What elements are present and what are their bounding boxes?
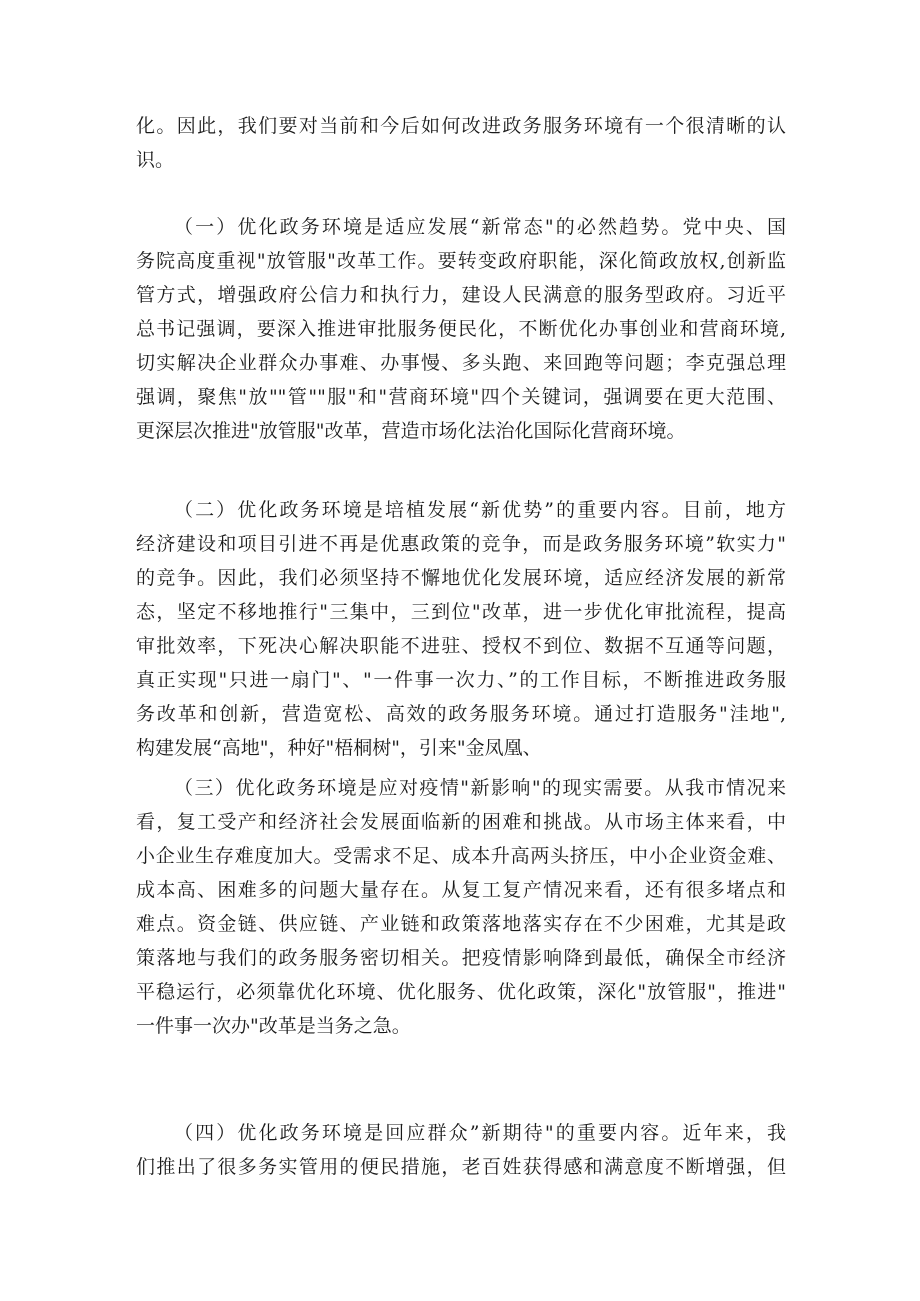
text-line: 构建发展“高地"，种好"梧桐树"，引来"金凤凰、 [136,737,542,759]
text-line: 管方式，增强政府公信力和执行力，建设人民满意的服务型政府。习近平 [136,284,786,306]
text-line: 们推出了很多务实管用的便民措施，老百姓获得感和满意度不断增强，但 [136,1156,786,1178]
text-line: 一件事一次办"改革是当务之急。 [136,1015,411,1037]
text-line: 成本高、困难多的问题大量存在。从复工复产情况来看，还有很多堵点和 [136,879,786,901]
text-line: 态，坚定不移地推行"三集中，三到位"改革，进一步优化审批流程，提高 [136,601,786,623]
text-line: 切实解决企业群众办事难、办事慢、多头跑、来回跑等问题；李克强总理 [136,352,786,374]
paragraph-section-3 [136,771,786,1043]
text-line: 务改革和创新，营造宽松、高效的政务服务环境。通过打造服务"洼地", [136,703,786,725]
paragraph-section-2 [136,493,786,765]
paragraph-intro [136,109,786,177]
text-line: 经济建设和项目引进不再是优惠政策的竞争，而是政务服务环境”软实力" [136,533,786,555]
paragraph-section-1 [136,210,786,448]
text-line: 审批效率，下死决心解决职能不进驻、授权不到位、数据不互通等问题， [136,635,786,657]
text-line: 总书记强调，要深入推进审批服务便民化，不断优化办事创业和营商环境, [136,318,786,340]
text-line: 真正实现"只进一扇门"、"一件事一次力、”的工作目标，不断推进政务服 [136,669,786,691]
text-line: 务院高度重视"放管服"改革工作。要转变政府职能，深化简政放权,创新监 [136,250,786,272]
text-line: 策落地与我们的政务服务密切相关。把疫情影响降到最低，确保全市经济 [136,947,786,969]
text-line: 强调，聚焦"放""管""服"和"营商环境"四个关键词，强调要在更大范围、 [136,386,786,408]
paragraph-section-4 [136,1116,786,1184]
text-line: （二）优化政务环境是培植发展“新优势”的重要内容。目前，地方 [174,499,786,521]
text-line: 更深层次推进"放管服"改革，营造市场化法治化国际化营商环境。 [136,420,686,442]
text-line: 的竞争。因此，我们必须坚持不懈地优化发展环境，适应经济发展的新常 [136,567,786,589]
text-line: 化。因此，我们要对当前和今后如何改进政务服务环境有一个很清晰的认 [136,115,786,137]
text-line: 识。 [136,149,175,171]
text-line: （一）优化政务环境是适应发展“新常态"的必然趋势。党中央、国 [174,216,786,238]
text-line: 平稳运行，必须靠优化环境、优化服务、优化政策，深化"放管服"，推进" [136,981,786,1003]
text-line: （三）优化政务环境是应对疫情"新影响"的现实需要。从我市情况来 [174,777,786,799]
text-line: （四）优化政务环境是回应群众”新期待"的重要内容。近年来，我 [174,1122,786,1144]
text-line: 看，复工受产和经济社会发展面临新的困难和挑战。从市场主体来看，中 [136,811,786,833]
text-line: 难点。资金链、供应链、产业链和政策落地落实存在不少困难，尤其是政 [136,913,786,935]
text-line: 小企业生存难度加大。受需求不足、成本升高两头挤压，中小企业资金难、 [136,845,786,867]
